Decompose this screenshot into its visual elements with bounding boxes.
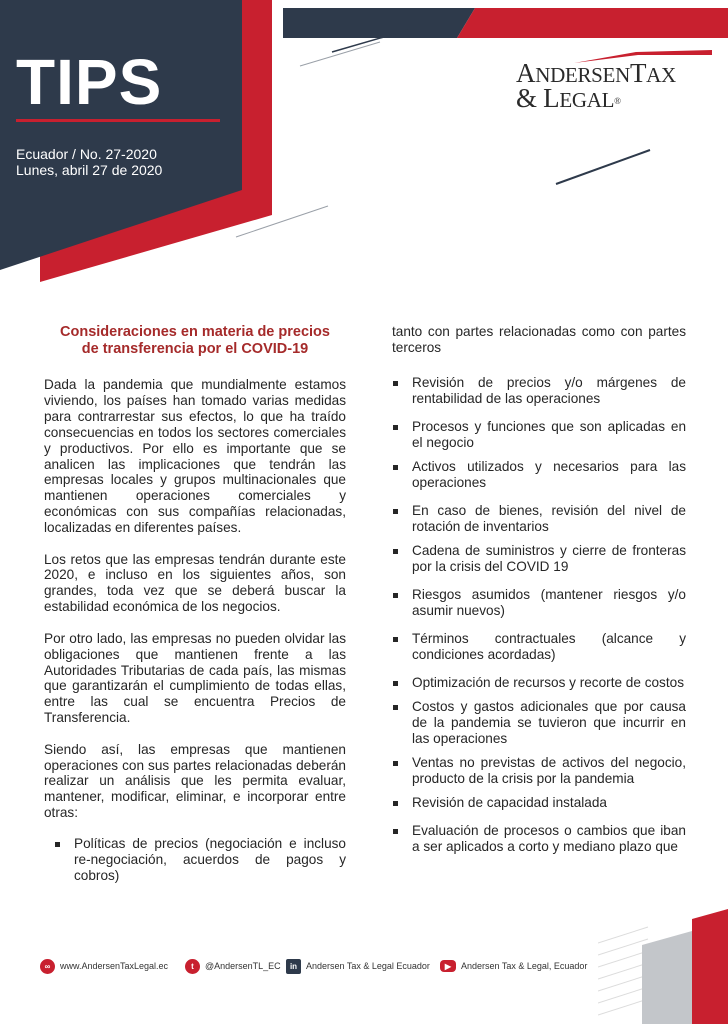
article-title xyxy=(44,324,346,358)
right-bullet-list xyxy=(392,375,686,855)
linkedin-link[interactable]: in Andersen Tax & Legal Ecuador xyxy=(286,957,430,975)
left-bullet-list xyxy=(44,836,346,884)
twitter-link[interactable]: t @AndersenTL_EC xyxy=(185,957,281,975)
list-item: Optimización de recursos y recorte de costos xyxy=(392,675,686,691)
paragraph: Siendo así, las empresas que mantienen operaciones con sus partes relacionadas deberán realizar un análisis que les permita evaluar, mantener, modificar, eliminar, e incorporar entre otras: xyxy=(44,741,346,821)
youtube-icon: ▶ xyxy=(440,960,456,972)
corner-decoration xyxy=(598,905,728,1024)
website-link[interactable]: ∞ www.AndersenTaxLegal.ec xyxy=(40,957,168,975)
list-item: Procesos y funciones que son aplicadas en el negocio xyxy=(392,419,686,451)
linkedin-icon: in xyxy=(286,959,301,974)
logo-line-1: ANDERSENTAX xyxy=(516,58,676,88)
footer-social-links xyxy=(40,957,600,975)
newsletter-title: TIPS xyxy=(16,46,163,118)
link-icon: ∞ xyxy=(40,959,55,974)
list-item: Revisión de capacidad instalada xyxy=(392,795,686,811)
list-item: Políticas de precios (negociación e incluso re-negociación, acuerdos de pagos y cobros) xyxy=(54,836,346,884)
list-item: Riesgos asumidos (mantener riesgos y/o asumir nuevos) xyxy=(392,587,686,619)
list-item: Evaluación de procesos o cambios que iban a ser aplicados a corto y mediano plazo que xyxy=(392,823,686,855)
right-column xyxy=(392,324,686,867)
twitter-icon: t xyxy=(185,959,200,974)
left-column xyxy=(44,324,346,884)
paragraph: Los retos que las empresas tendrán durante este 2020, e incluso en los siguientes años, son grandes, toda vez que se deberá buscar la estabilidad económica de los negocios. xyxy=(44,551,346,615)
list-item: En caso de bienes, revisión del nivel de rotación de inventarios xyxy=(392,503,686,535)
list-item: Activos utilizados y necesarios para las operaciones xyxy=(392,459,686,491)
paragraph: Por otro lado, las empresas no pueden olvidar las obligaciones que mantienen frente a las Autoridades Tributarias de cada país, las mismas que garantizarán el cumplimiento de todas ellas, entre las cual se encuentra Precios de Transferencia. xyxy=(44,630,346,726)
paragraph: Dada la pandemia que mundialmente estamos viviendo, los países han tomado varias medidas para contrarrestar sus efectos, lo que ha traído consecuencias en todos los sectores comerciales y productivos. Por ello es importante que se analicen las implicaciones que tendrán las empresas locales y grupos multinacionales que mantienen operaciones comerciales y económicas con sus compañías relacionadas, localizadas en diferentes países. xyxy=(44,377,346,536)
list-item: Ventas no previstas de activos del negocio, producto de la crisis por la pandemia xyxy=(392,755,686,787)
title-underline xyxy=(16,119,220,122)
logo-line-2: & LEGAL® xyxy=(516,83,621,113)
andersen-logo xyxy=(516,50,712,112)
list-item: Revisión de precios y/o márgenes de rentabilidad de las operaciones xyxy=(392,375,686,407)
list-item: Cadena de suministros y cierre de fronteras por la crisis del COVID 19 xyxy=(392,543,686,575)
continued-text: tanto con partes relacionadas como con partes terceros xyxy=(392,324,686,355)
issue-date: Lunes, abril 27 de 2020 xyxy=(16,162,163,178)
issue-number: Ecuador / No. 27-2020 xyxy=(16,146,157,162)
list-item: Costos y gastos adicionales que por causa de la pandemia se tuvieron que incurrir en las operaciones xyxy=(392,699,686,747)
youtube-link[interactable]: ▶ Andersen Tax & Legal, Ecuador xyxy=(440,957,587,975)
article-title-line-2: de transferencia por el COVID-19 xyxy=(81,341,309,357)
list-item: Términos contractuales (alcance y condiciones acordadas) xyxy=(392,631,686,663)
article-title-line-1: Consideraciones en materia de precios xyxy=(60,324,330,340)
